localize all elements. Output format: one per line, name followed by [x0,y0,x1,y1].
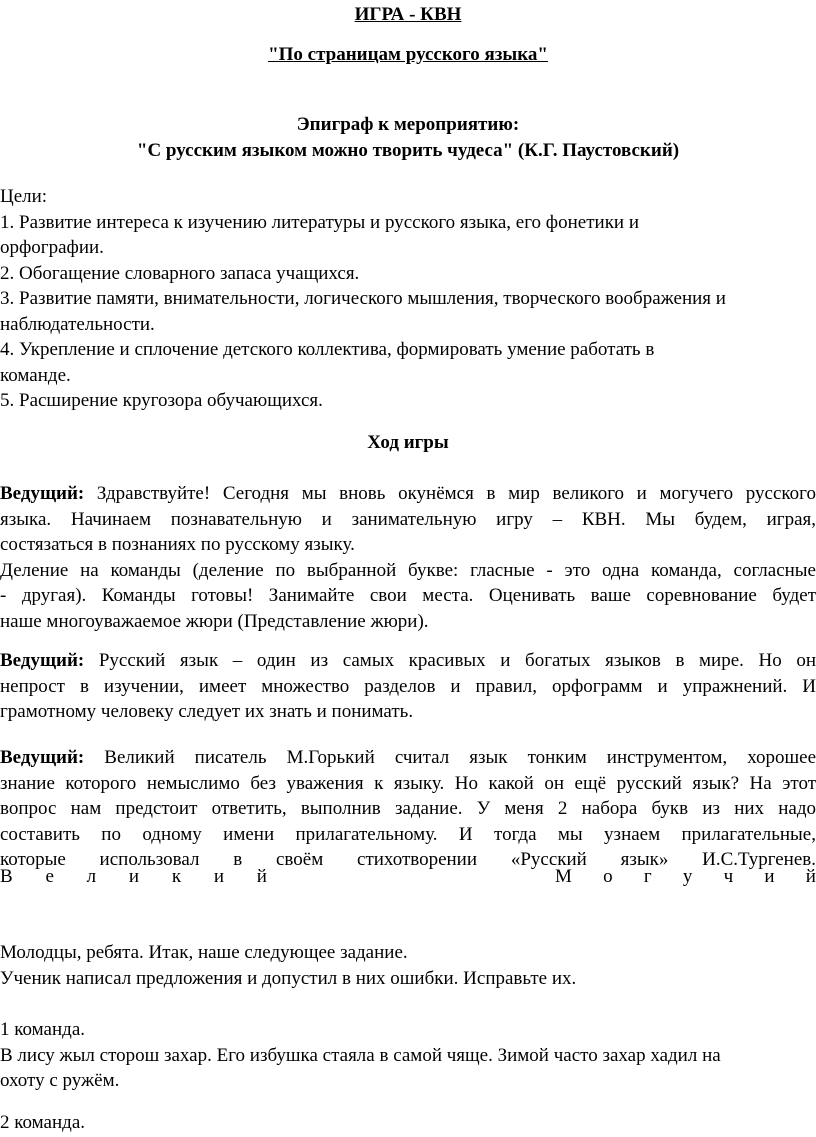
goal-line: 2. Обогащение словарного запаса учащихся. [0,262,360,284]
letter: к [171,866,182,887]
team-2-section [0,1110,816,1136]
paragraph-line: состязаться в познаниях по русскому языку. [0,534,355,555]
team-1-section [0,1017,816,1094]
letter: й [256,866,267,887]
paragraph-line: наше многоуважаемое жюри (Представление жюри). [0,610,429,632]
paragraph-line: грамотному человеку следует их знать и понимать. [0,701,414,722]
paragraph-line: которые использовал в своём стихотворении «Русский язык» И.С.Тургенев. [0,849,816,870]
letter-sets [0,864,816,890]
paragraph-line: Ученик написал предложения и допустил в них ошибки. Исправьте их. [0,967,577,989]
epigraph-heading: Эпиграф к мероприятию: [296,114,520,135]
letter-set-1 [0,864,267,890]
next-task-paragraph [0,940,816,991]
letter: и [213,866,225,887]
speaker-label: Ведущий: [0,747,85,768]
goal-line: 5. Расширение кругозора обучающихся. [0,390,323,411]
goals-section [0,184,816,414]
goal-line: наблюдательности. [0,313,155,335]
document-title: ИГРА - КВН [354,4,462,25]
goals-label: Цели: [0,186,48,207]
paragraph-line [0,745,816,771]
paragraph-line: Молодцы, ребята. Итак, наше следующее задание. [0,942,408,963]
paragraph-text: Русский язык – один из самых красивых и богатых языков в мире. Но он [84,650,816,671]
team-label: 2 команда. [0,1112,85,1133]
letter: М [555,866,572,887]
paragraph-line: языка. Начинаем познавательную и занимательную игру – КВН. Мы будем, играя, [0,508,816,530]
letter: у [682,866,693,887]
task-sentence: охоту с ружём. [0,1070,120,1091]
host-paragraph-3 [0,745,816,873]
paragraph-line: непрост в изучении, имеет множество разделов и правил, орфограмм и упражнений. И [0,675,816,697]
letter-set-2 [555,864,816,890]
letter: ч [723,866,734,887]
paragraph-line: Деление на команды (деление по выбранной букве: гласные - это одна команда, согласные [0,559,816,581]
paragraph-text: Здравствуйте! Сегодня мы вновь окунёмся в мир великого и могучего русского [84,483,816,504]
section-heading: Ход игры [367,432,449,453]
paragraph-text: Великий писатель М.Горький считал язык тонким инструментом, хорошее [84,747,816,768]
document-subtitle: "По страницам русского языка" [268,44,548,65]
letter: и [128,866,140,887]
letter: е [45,866,54,887]
letter: и [764,866,775,887]
paragraph-line: составить по одному имени прилагательному. И тогда мы узнаем прилагательные, [0,823,816,845]
letter: й [805,866,816,887]
letter: о [603,866,613,887]
goal-line: 4. Укрепление и сплочение детского коллектива, формировать умение работать в [0,339,655,360]
speaker-label: Ведущий: [0,483,85,504]
task-sentence: В лису жыл сторош захар. Его избушка стаяла в самой чяще. Зимой часто захар хадил на [0,1044,721,1066]
letter: г [643,866,652,887]
goal-line: 3. Развитие памяти, внимательности, логического мышления, творческого воображения и [0,288,726,309]
team-label: 1 команда. [0,1019,85,1040]
letter: В [0,866,13,887]
paragraph-line [0,648,816,674]
goal-line: 1. Развитие интереса к изучению литературы и русского языка, его фонетики и [0,211,640,233]
goal-line: орфографии. [0,237,104,258]
epigraph-quote: "С русским языком можно творить чудеса" (К.Г. Паустовский) [136,140,680,161]
letter: л [86,866,97,887]
speaker-label: Ведущий: [0,650,85,671]
host-paragraph-1 [0,481,816,634]
host-paragraph-2 [0,648,816,725]
goal-line: команде. [0,364,71,386]
paragraph-line: - другая). Команды готовы! Занимайте свои места. Оценивать ваше соревнование будет [0,585,816,606]
paragraph-line: вопрос нам предстоит ответить, выполнив задание. У меня 2 набора букв из них надо [0,798,816,819]
paragraph-line [0,481,816,507]
paragraph-line: знание которого немыслимо без уважения к языку. Но какой он ещё русский язык? На этот [0,772,816,794]
